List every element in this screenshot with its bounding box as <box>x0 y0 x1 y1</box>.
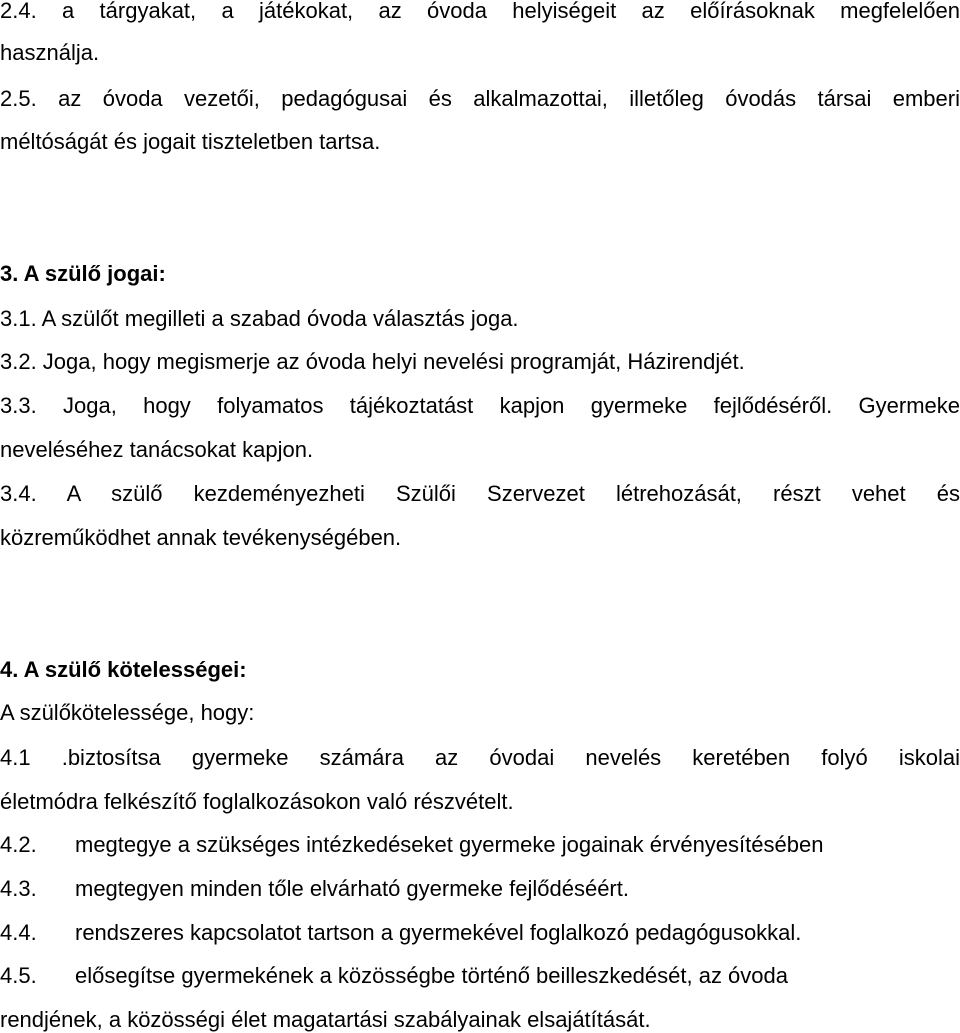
list-item-number: 4.3. <box>0 876 37 901</box>
list-item-number: 4.2. <box>0 832 37 857</box>
list-item-number: 4.4. <box>0 920 37 945</box>
section-heading-parent-duties: 4. A szülő kötelességei: <box>0 657 247 682</box>
text-line: 3.4. A szülő kezdeményezheti Szülői Szervezet létrehozását, részt vehet és <box>0 481 960 506</box>
text-line: életmódra felkészítő foglalkozásokon való részvételt. <box>0 789 514 814</box>
list-item <box>0 832 960 858</box>
text-line: A szülőkötelessége, hogy: <box>0 700 255 725</box>
list-item <box>0 876 960 902</box>
section-heading-parent-rights: 3. A szülő jogai: <box>0 261 166 286</box>
list-item-text: megtegyen minden tőle elvárható gyermeke fejlődéséért. <box>75 876 629 901</box>
text-line: rendjének, a közösségi élet magatartási szabályainak elsajátítását. <box>0 1007 651 1032</box>
text-line: 2.5. az óvoda vezetői, pedagógusai és alkalmazottai, illetőleg óvodás társai emberi <box>0 86 960 111</box>
text-line: 2.4. a tárgyakat, a játékokat, az óvoda helyiségeit az előírásoknak megfelelően <box>0 0 960 23</box>
list-item-text: rendszeres kapcsolatot tartson a gyermekével foglalkozó pedagógusokkal. <box>75 920 802 945</box>
text-line: neveléséhez tanácsokat kapjon. <box>0 437 314 462</box>
text-line: méltóságát és jogait tiszteletben tartsa. <box>0 129 381 154</box>
list-item <box>0 920 960 946</box>
text-line: 3.1. A szülőt megilleti a szabad óvoda választás joga. <box>0 306 519 331</box>
list-item-text: megtegye a szükséges intézkedéseket gyermeke jogainak érvényesítésében <box>75 832 824 857</box>
text-line: használja. <box>0 40 100 65</box>
text-line: 3.2. Joga, hogy megismerje az óvoda helyi nevelési programját, Házirendjét. <box>0 349 745 374</box>
list-item <box>0 963 960 989</box>
list-item-number: 4.5. <box>0 963 37 988</box>
text-line: közreműködhet annak tevékenységében. <box>0 525 402 550</box>
text-line: 3.3. Joga, hogy folyamatos tájékoztatást kapjon gyermeke fejlődéséről. Gyermeke <box>0 393 960 418</box>
text-line: 4.1 .biztosítsa gyermeke számára az óvodai nevelés keretében folyó iskolai <box>0 745 960 770</box>
list-item-text: elősegítse gyermekének a közösségbe történő beilleszkedését, az óvoda <box>75 963 788 988</box>
